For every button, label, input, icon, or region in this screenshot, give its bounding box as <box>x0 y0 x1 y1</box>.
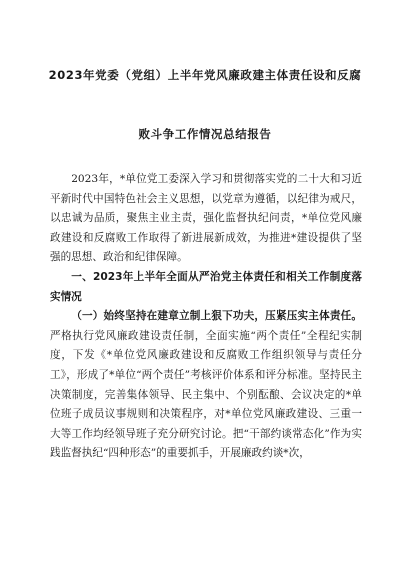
subsection-heading-1: （一）始终坚持在建章立制上狠下功夫，压紧压实主体责任。 <box>71 310 362 323</box>
document-body <box>50 170 362 464</box>
section-heading-1: 一、2023年上半年全面从严治党主体责任和相关工作制度落实情况 <box>50 270 362 303</box>
subsection-text-1: 严格执行党风廉政建设责任制，全面实施“两个责任”全程纪实制度，下发《*单位党风廉政建设和反腐败工作组织领导与责任分工》，形成了*单位“两个责任”考核评价体系和评分标准。坚持民主决策制度，完善集体领导、民主集中、个别酝酿、会议决定的*单位班子成员议事规则和决策程序，对*单位党风廉政建设、三重一大等工作均经领导班子充分研究讨论。把“干部约谈常态化”作为实践监督执纪“四种形态”的重要抓手，开展廉政约谈*次， <box>50 329 362 460</box>
intro-paragraph: 2023年，*单位党工委深入学习和贯彻落实党的二十大和习近平新时代中国特色社会主义思想，以党章为遵循，以纪律为戒尺，以忠诚为品质，聚焦主业主责，强化监督执纪问责，*单位党风廉政建设和反腐败工作取得了新进展新成效，为推进*建设提供了坚强的思想、政治和纪律保障。 <box>50 173 362 264</box>
document-title-line2: 败斗争工作情况总结报告 <box>138 127 272 141</box>
document-title-line1: 2023年党委（党组）上半年党风廉政建主体责任设和反腐 <box>48 68 362 82</box>
subsection-paragraph-1 <box>50 307 362 464</box>
